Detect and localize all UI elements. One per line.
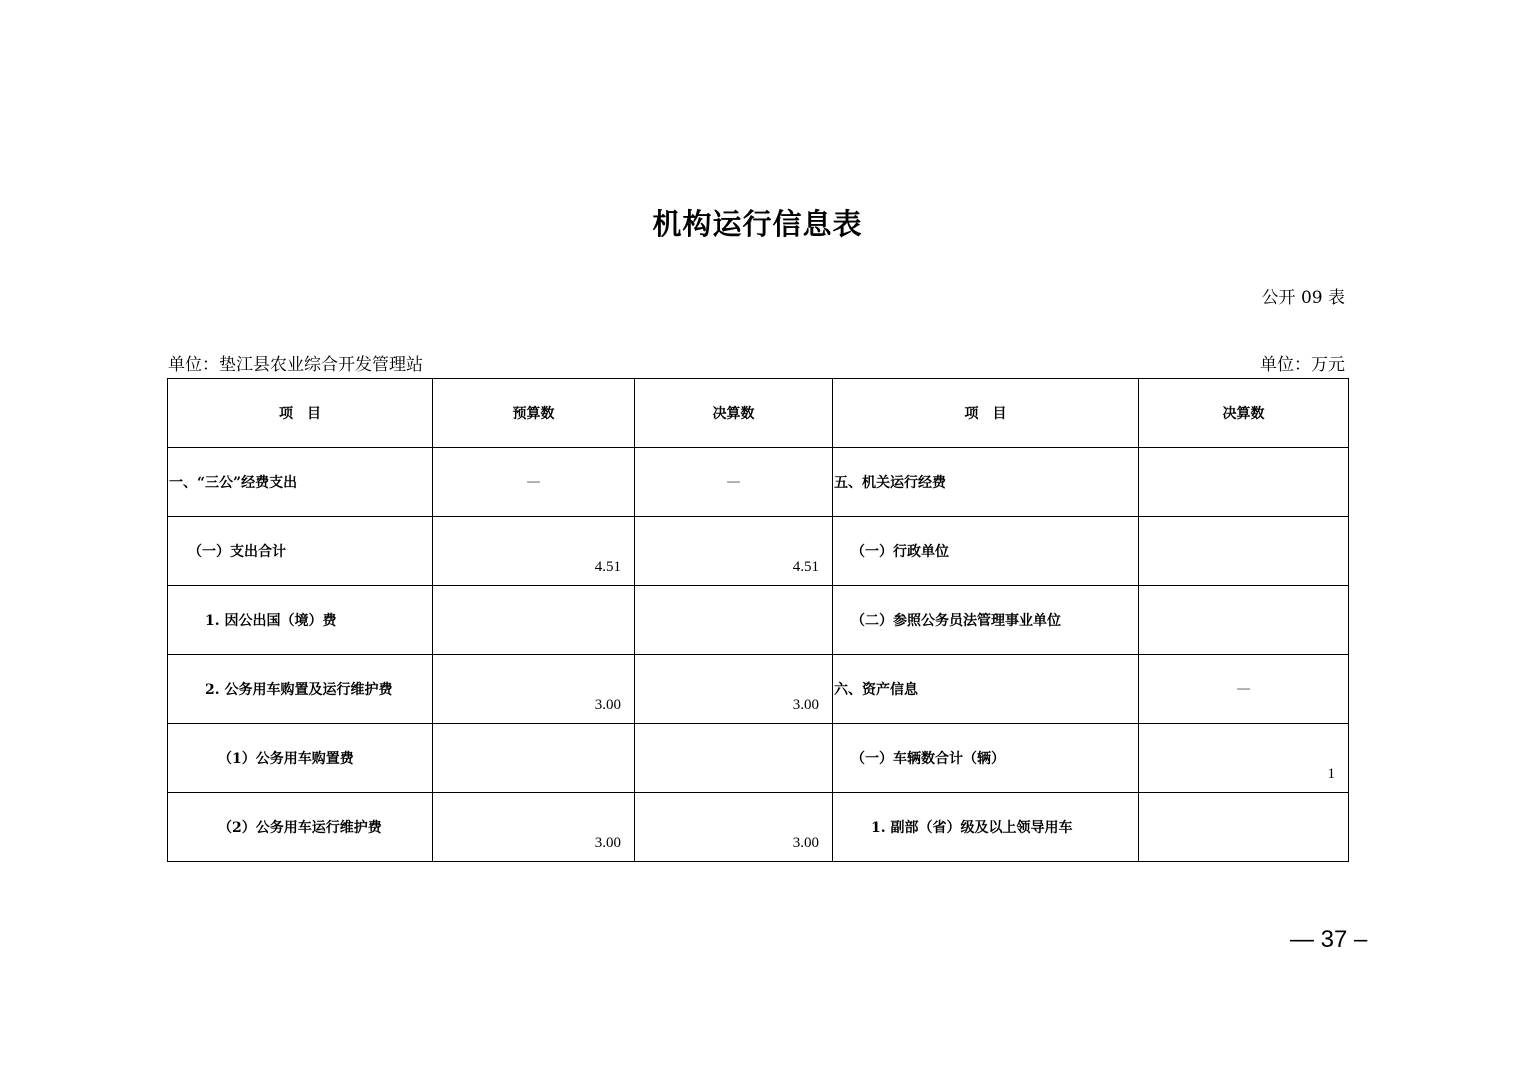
left-item-cell — [168, 793, 433, 862]
table-row — [168, 586, 1349, 655]
final-cell — [635, 724, 833, 793]
right-final-cell — [1139, 586, 1349, 655]
header-final-left: 决算数 — [635, 379, 833, 448]
budget-value: 3.00 — [594, 697, 621, 713]
left-item-label: （1）公务用车购置费 — [218, 751, 354, 767]
left-item-cell — [168, 724, 433, 793]
page-title: 机构运行信息表 — [652, 207, 863, 241]
right-item-label: 1. 副部（省）级及以上领导用车 — [871, 820, 1073, 836]
right-item-cell — [833, 586, 1139, 655]
header-final-right: 决算数 — [1139, 379, 1349, 448]
right-item-label: 五、机关运行经费 — [834, 475, 946, 491]
left-item-label: （2）公务用车运行维护费 — [218, 820, 382, 836]
right-item-cell — [833, 448, 1139, 517]
budget-value: 4.51 — [594, 559, 621, 575]
right-final-cell — [1139, 655, 1349, 724]
right-item-cell — [833, 655, 1139, 724]
table-header-row — [168, 379, 1349, 448]
right-item-cell — [833, 793, 1139, 862]
right-final-value: 1 — [1327, 766, 1335, 782]
budget-cell — [433, 586, 635, 655]
budget-cell — [433, 448, 635, 517]
header-budget: 预算数 — [433, 379, 635, 448]
header-item-left: 项 目 — [168, 379, 433, 448]
right-item-cell — [833, 724, 1139, 793]
budget-value: — — [526, 474, 541, 490]
table-row — [168, 517, 1349, 586]
left-item-label: （一）支出合计 — [188, 544, 286, 560]
reporting-unit: 单位：垫江县农业综合开发管理站 — [168, 355, 423, 375]
right-final-value: — — [1236, 681, 1251, 697]
right-item-label: （一）行政单位 — [851, 544, 949, 560]
right-item-label: （二）参照公务员法管理事业单位 — [851, 613, 1061, 629]
left-item-cell — [168, 586, 433, 655]
right-final-cell — [1139, 517, 1349, 586]
right-item-label: （一）车辆数合计（辆） — [851, 751, 1005, 767]
final-value: 3.00 — [792, 835, 819, 851]
right-item-label: 六、资产信息 — [834, 682, 918, 698]
final-cell — [635, 793, 833, 862]
budget-cell — [433, 655, 635, 724]
form-number: 公开 09 表 — [1261, 288, 1345, 308]
final-cell — [635, 517, 833, 586]
left-item-label: 2. 公务用车购置及运行维护费 — [205, 682, 393, 698]
left-item-cell — [168, 655, 433, 724]
final-value: 3.00 — [792, 697, 819, 713]
budget-value: 3.00 — [594, 835, 621, 851]
header-item-right: 项 目 — [833, 379, 1139, 448]
right-final-cell — [1139, 448, 1349, 517]
table-row — [168, 655, 1349, 724]
left-item-label: 一、“三公”经费支出 — [169, 475, 298, 491]
right-item-cell — [833, 517, 1139, 586]
final-cell — [635, 655, 833, 724]
table-row — [168, 448, 1349, 517]
final-value: 4.51 — [792, 559, 819, 575]
budget-cell — [433, 793, 635, 862]
table-row — [168, 724, 1349, 793]
info-table — [167, 378, 1349, 862]
table-row — [168, 793, 1349, 862]
budget-cell — [433, 724, 635, 793]
final-cell — [635, 586, 833, 655]
left-item-cell — [168, 517, 433, 586]
left-item-cell — [168, 448, 433, 517]
final-cell — [635, 448, 833, 517]
currency-unit: 单位：万元 — [1260, 355, 1345, 375]
right-final-cell — [1139, 793, 1349, 862]
left-item-label: 1. 因公出国（境）费 — [205, 613, 337, 629]
right-final-cell — [1139, 724, 1349, 793]
final-value: — — [726, 474, 741, 490]
budget-cell — [433, 517, 635, 586]
page-number: — 37 – — [1290, 926, 1368, 953]
